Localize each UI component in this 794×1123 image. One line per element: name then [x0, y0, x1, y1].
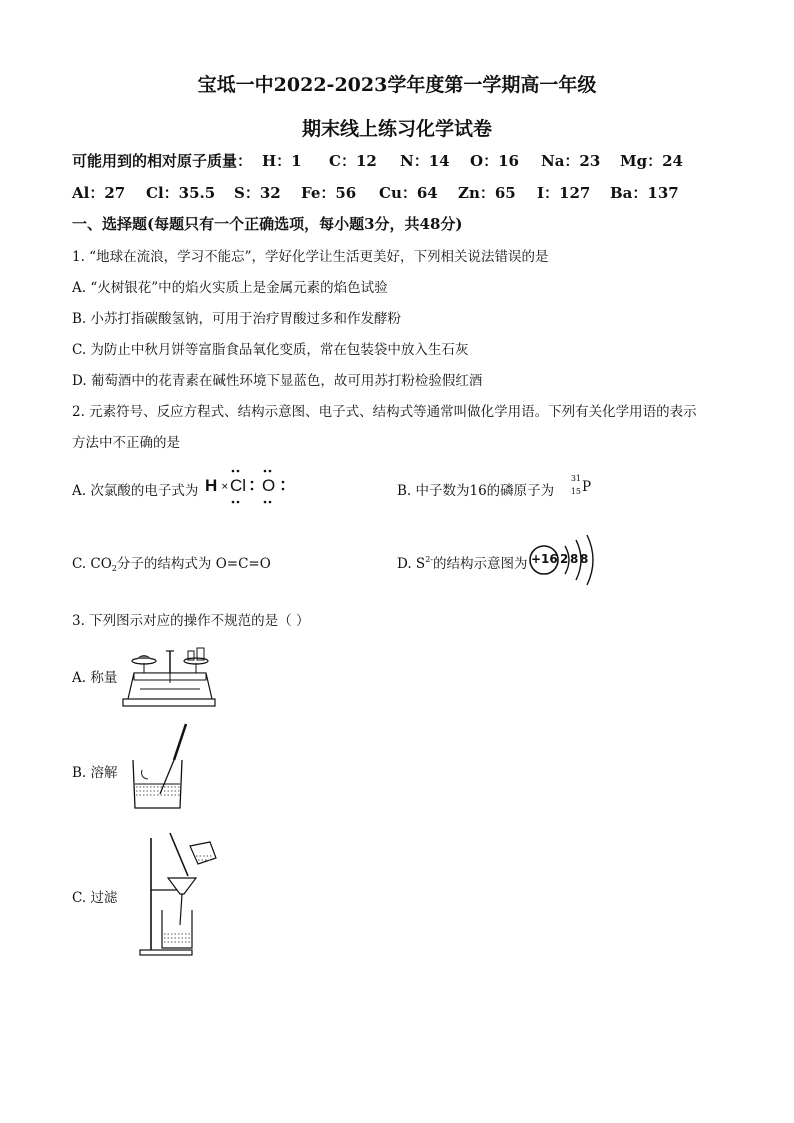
- formula-h: H: [205, 476, 218, 495]
- section-heading: 一、选择题(每题只有一个正确选项，每小题3分，共48分): [72, 215, 463, 233]
- mass-item: Cu：64: [379, 184, 438, 202]
- paper-title: 宝坻一中2022-2023学年度第一学期高一年级: [197, 74, 597, 96]
- nucleus-charge: +16: [531, 552, 558, 566]
- mass-item: N：14: [400, 152, 450, 170]
- question-1-option-a: A. “火树银花”中的焰火实质上是金属元素的焰色试验: [72, 280, 388, 296]
- option-c-subscript: 2: [111, 564, 117, 573]
- mass-item: C：12: [329, 152, 377, 170]
- question-3-option-a: A. 称量: [72, 670, 118, 686]
- option-d-suffix: 的结构示意图为: [432, 556, 528, 572]
- question-3-option-b: B. 溶解: [72, 765, 118, 781]
- mass-item: H：1: [262, 152, 302, 170]
- question-1-stem: 1. “地球在流浪，学习不能忘”，学好化学让生活更美好，下列相关说法错误的是: [72, 249, 549, 265]
- balance-scale-illustration: [122, 643, 218, 709]
- filtration-apparatus-illustration: [138, 830, 218, 958]
- option-d-prefix: D. S: [397, 556, 426, 572]
- mass-item: S：32: [234, 184, 281, 202]
- question-2-option-d: [397, 552, 527, 572]
- isotope-element: P: [582, 479, 592, 495]
- question-1-option-d: D. 葡萄酒中的花青素在碱性环境下显蓝色，故可用苏打粉检验假红酒: [72, 373, 483, 389]
- mass-item: Ba：137: [610, 184, 679, 202]
- question-2-stem: 2. 元素符号、反应方程式、结构示意图、电子式、结构式等通常叫做化学用语。下列有关化学用语的表示: [72, 404, 697, 420]
- mass-item: Mg：24: [620, 152, 683, 170]
- shell-1-electrons: 2: [560, 552, 569, 566]
- svg-text:×: ×: [221, 482, 229, 492]
- formula-o: O: [262, 476, 276, 495]
- shell-2-electrons: 8: [570, 552, 579, 566]
- mass-item: Na：23: [541, 152, 601, 170]
- paper-subtitle: 期末线上练习化学试卷: [301, 118, 492, 140]
- isotope-atomic-number: 15: [570, 487, 581, 496]
- question-3-option-c: C. 过滤: [72, 890, 118, 906]
- question-1-option-b: B. 小苏打指碳酸氢钠，可用于治疗胃酸过多和作发酵粉: [72, 311, 402, 327]
- atomic-mass-intro: 可能用到的相对原子质量：: [72, 152, 253, 170]
- question-3-stem: 3. 下列图示对应的操作不规范的是（ ）: [72, 613, 310, 629]
- question-2-option-a: A. 次氯酸的电子式为: [72, 483, 199, 499]
- formula-cl: Cl: [230, 476, 247, 495]
- electron-dots: [215, 468, 290, 504]
- mass-item: Al：27: [72, 184, 126, 202]
- shell-3-electrons: 8: [580, 552, 589, 566]
- question-1-option-c: C. 为防止中秋月饼等富脂食品氧化变质，常在包装袋中放入生石灰: [72, 342, 469, 358]
- mass-item: Cl：35.5: [146, 184, 216, 202]
- option-c-suffix: 分子的结构式为 O=C=O: [116, 556, 271, 572]
- mass-item: Fe：56: [301, 184, 357, 202]
- dissolving-beaker-illustration: [130, 722, 188, 810]
- option-d-superscript: 2-: [425, 555, 433, 564]
- mass-item: Zn：65: [458, 184, 516, 202]
- mass-item: I：127: [537, 184, 591, 202]
- mass-item: O：16: [470, 152, 519, 170]
- option-c-prefix: C. CO: [72, 556, 112, 572]
- question-2-option-b: B. 中子数为16的磷原子为: [397, 483, 555, 499]
- isotope-mass-number: 31: [570, 474, 581, 483]
- question-2-stem-cont: 方法中不正确的是: [72, 435, 180, 451]
- question-2-option-c: [72, 552, 271, 572]
